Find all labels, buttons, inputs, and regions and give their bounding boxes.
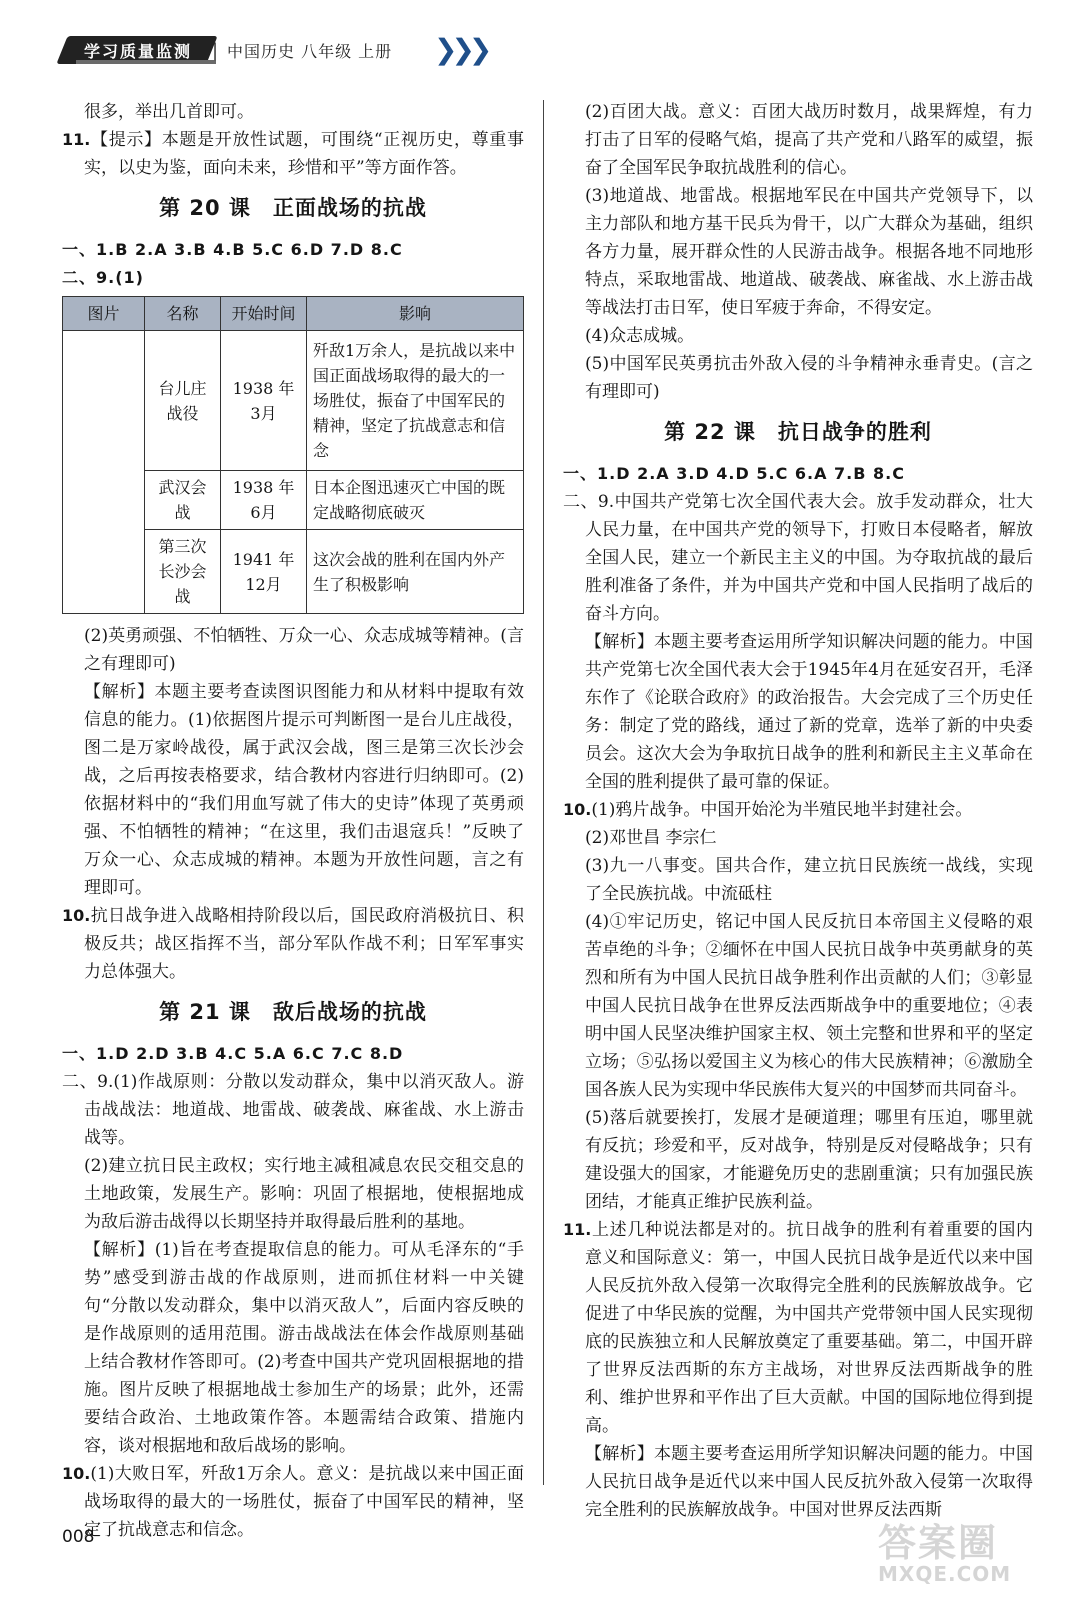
table-row	[63, 331, 524, 471]
table-header: 图片	[63, 297, 145, 331]
table-cell: 歼敌1万余人，是抗战以来中国正面战场取得的最大的一场胜仗，振奋了中国军民的精神，坚定了抗战意志和信念	[307, 331, 524, 471]
page-header	[62, 33, 522, 66]
question-number: 10.	[62, 1464, 91, 1483]
header-separator: |	[212, 40, 219, 61]
table-cell: 武汉会战	[145, 471, 221, 530]
analysis: 【解析】本题主要考查读图识图能力和从材料中提取有效信息的能力。(1)依据图片提示可判断图一是台儿庄战役，图二是万家岭战役，属于武汉会战，图三是第三次长沙会战，之后再按表格要求，结合教材内容进行归纳即可。(2)依据材料中的“我们用血写就了伟大的史诗”体现了英勇顽强、不怕牺牲的精神；“在这里，我们击退寇兵！”反映了万众一心、众志成城的精神。本题为开放性问题，言之有理即可。	[84, 682, 524, 898]
lesson-21-title	[62, 998, 524, 1026]
table-cell: 1938 年 3月	[221, 331, 307, 471]
question-9: 二、9.(1)作战原则：分散以发动群众，集中以消灭敌人。游击战战法：地道战、地雷战、破袭战、麻雀战、水上游击战等。	[62, 1072, 524, 1148]
paragraph: (5)中国军民英勇抗击外敌入侵的斗争精神永垂青史。(言之有理即可)	[585, 354, 1033, 402]
question-number: 10.	[563, 800, 592, 819]
question-11	[62, 126, 524, 182]
question-text: 【提示】本题是开放性试题，可围绕“正视历史，尊重事实，以史为鉴，面向未来，珍惜和平”等方面作答。	[84, 130, 524, 178]
choice-answers: 一、1.D 2.A 3.D 4.D 5.C 6.A 7.B 8.C	[563, 464, 905, 483]
table-header: 影响	[307, 297, 524, 331]
lesson-number: 第 21 课	[159, 1000, 251, 1024]
question-10	[62, 1460, 524, 1544]
question-11	[563, 1216, 1033, 1440]
paragraph: (2)英勇顽强、不怕牺牲、万众一心、众志成城等精神。(言之有理即可)	[84, 626, 524, 674]
paragraph: 很多，举出几首即可。	[84, 102, 254, 122]
lesson-number: 第 22 课	[664, 420, 756, 444]
paragraph: (2)建立抗日民主政权；实行地主减租减息农民交租交息的土地政策，发展生产。影响：巩固了根据地，使根据地成为敌后游击战得以长期坚持并取得最后胜利的基地。	[84, 1156, 524, 1232]
lesson-name: 敌后战场的抗战	[272, 1000, 427, 1024]
subject-title: 中国历史 八年级 上册	[227, 42, 393, 61]
question-9: 二、9.中国共产党第七次全国代表大会。放手发动群众，壮大人民力量，在中国共产党的领导下，打败日本侵略者，解放全国人民，建立一个新民主主义的中国。为夺取抗战的最后胜利准备了条件，并为中国共产党和中国人民指明了战后的奋斗方向。	[563, 492, 1033, 624]
watermark	[878, 1512, 1028, 1590]
question-number: 11.	[62, 130, 91, 149]
lesson-number: 第 20 课	[159, 196, 251, 220]
analysis: 【解析】本题主要考查运用所学知识解决问题的能力。中国人民抗日战争是近代以来中国人民反抗外敌入侵第一次取得完全胜利的民族解放战争。中国对世界反法西斯	[585, 1444, 1033, 1520]
paragraph: (4)①牢记历史，铭记中国人民反抗日本帝国主义侵略的艰苦卓绝的斗争；②缅怀在中国人民抗日战争中英勇献身的英烈和所有为中国人民抗日战争胜利作出贡献的人们；③彰显中国人民抗日战争在世界反法西斯战争中的重要地位；④表明中国人民坚决维护国家主权、领土完整和世界和平的坚定立场；⑤弘扬以爱国主义为核心的伟大民族精神；⑥激励全国各族人民为实现中华民族伟大复兴的中国梦而共同奋斗。	[585, 912, 1033, 1100]
question-text: (1)大败日军，歼敌1万余人。意义：是抗战以来中国正面战场取得的最大的一场胜仗，振奋了中国军民的精神，坚定了抗战意志和信念。	[84, 1464, 524, 1540]
choice-answers: 一、1.B 2.A 3.B 4.B 5.C 6.D 7.D 8.C	[62, 240, 403, 259]
series-title: 学习质量监测	[84, 42, 193, 61]
table-cell: 第三次长沙会战	[145, 530, 221, 614]
watermark-logo: 答案圈	[878, 1521, 999, 1565]
paragraph: (2)百团大战。意义：百团大战历时数月，战果辉煌，有力打击了日军的侵略气焰，提高了共产党和八路军的威望，振奋了全国军民争取抗战胜利的信心。	[585, 102, 1033, 178]
question-10	[563, 796, 1033, 824]
question-number: 10.	[62, 906, 91, 925]
lesson-name: 正面战场的抗战	[272, 196, 427, 220]
analysis: 【解析】(1)旨在考查提取信息的能力。可从毛泽东的“手势”感受到游击战的作战原则，进而抓住材料一中关键句“分散以发动群众，集中以消灭敌人”，后面内容反映的是作战原则的适用范围。游击战战法在体会作战原则基础上结合教材作答即可。(2)考查中国共产党巩固根据地的措施。图片反映了根据地战士参加生产的场景；此外，还需要结合政治、土地政策作答。本题需结合政策、措施内容，谈对根据地和敌后战场的影响。	[84, 1240, 524, 1456]
table-cell: 1941 年 12月	[221, 530, 307, 614]
column-divider	[543, 100, 544, 1485]
question-text: 上述几种说法都是对的。抗日战争的胜利有着重要的国内意义和国际意义：第一，中国人民抗日战争是近代以来中国人民反抗外敌入侵第一次取得完全胜利的民族解放战争。它促进了中华民族的觉醒，为中国共产党带领中国人民实现彻底的民族独立和人民解放奠定了重要基础。第二，中国开辟了世界反法西斯的东方主战场，对世界反法西斯战争的胜利、维护世界和平作出了巨大贡献。中国的国际地位得到提高。	[585, 1220, 1033, 1436]
question-text: 抗日战争进入战略相持阶段以后，国民政府消极抗日、积极反共；战区指挥不当，部分军队作战不利；日军军事实力总体强大。	[84, 906, 524, 982]
lesson-20-title	[62, 194, 524, 222]
table-cell: 台儿庄战役	[145, 331, 221, 471]
left-column	[62, 98, 524, 1544]
paragraph: (5)落后就要挨打，发展才是硬道理；哪里有压迫，哪里就有反抗；珍爱和平，反对战争，特别是反对侵略战争；只有建设强大的国家，才能避免历史的悲剧重演；只有加强民族团结，才能真正维护民族利益。	[585, 1108, 1033, 1212]
table-cell: 1938 年 6月	[221, 471, 307, 530]
watermark-url: MXQE.COM	[878, 1562, 1012, 1586]
choice-answers: 一、1.D 2.D 3.B 4.C 5.A 6.C 7.C 8.D	[62, 1044, 404, 1063]
picture-cell	[63, 331, 145, 614]
right-column	[563, 98, 1033, 1524]
paragraph: (4)众志成城。	[585, 326, 695, 346]
page-number: 008	[62, 1527, 95, 1547]
table-cell: 这次会战的胜利在国内外产生了积极影响	[307, 530, 524, 614]
question-9-label: 二、9.(1)	[62, 268, 144, 287]
question-text: (1)鸦片战争。中国开始沦为半殖民地半封建社会。	[591, 800, 973, 820]
analysis: 【解析】本题主要考查运用所学知识解决问题的能力。中国共产党第七次全国代表大会于1945年4月在延安召开，毛泽东作了《论联合政府》的政治报告。大会完成了三个历史任务：制定了党的路线，通过了新的党章，选举了新的中央委员会。这次大会为争取抗日战争的胜利和新民主主义革命在全国的胜利提供了最可靠的保证。	[585, 632, 1033, 792]
table-cell: 日本企图迅速灭亡中国的既定战略彻底破灭	[307, 471, 524, 530]
lesson-name: 抗日战争的胜利	[777, 420, 932, 444]
table-header: 名称	[145, 297, 221, 331]
paragraph: (3)九一八事变。国共合作，建立抗日民族统一战线，实现了全民族抗战。中流砥柱	[585, 856, 1033, 904]
table-header: 开始时间	[221, 297, 307, 331]
double-chevron-icon: ❯❯❯	[434, 33, 487, 66]
paragraph: (2)邓世昌 李宗仁	[585, 828, 717, 848]
lesson-22-title	[563, 418, 1033, 446]
paragraph: (3)地道战、地雷战。根据地军民在中国共产党领导下，以主力部队和地方基干民兵为骨干，以广大群众为基础，组织各方力量，展开群众性的人民游击战争。根据各地不同地形特点，采取地雷战、地道战、破袭战、麻雀战、水上游击战等战法打击日军，使日军疲于奔命，不得安定。	[585, 186, 1033, 318]
question-number: 11.	[563, 1220, 592, 1239]
battle-table	[62, 296, 524, 614]
question-10	[62, 902, 524, 986]
